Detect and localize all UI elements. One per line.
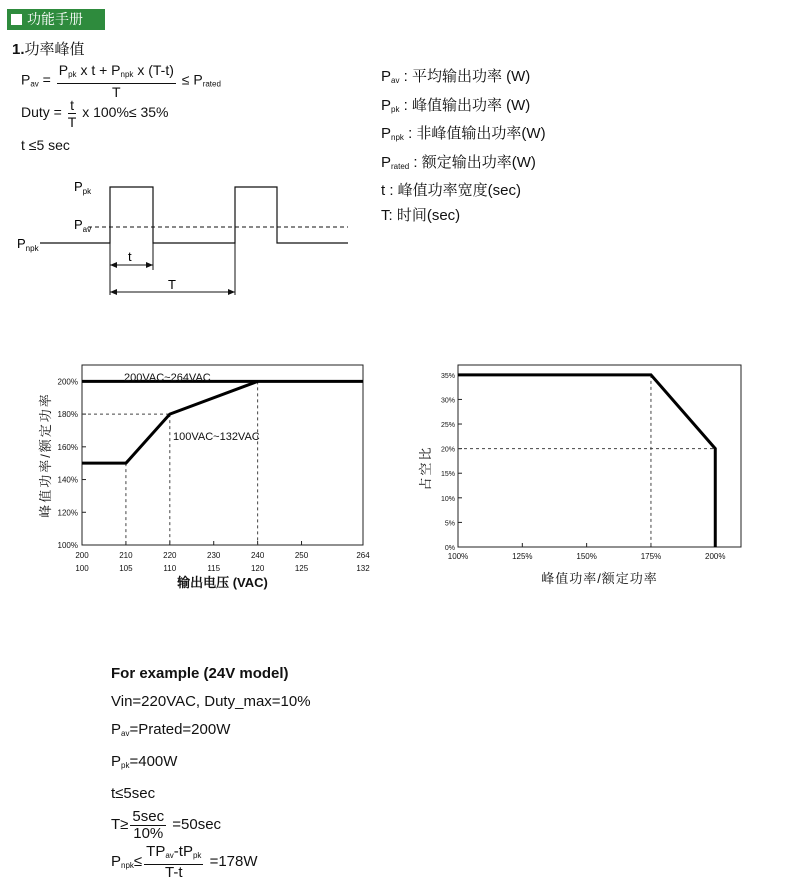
x-tick-label: 175% [640, 552, 662, 561]
x-tick-label-bottom: 132 [356, 564, 370, 573]
num-tail: x (T-t) [133, 62, 174, 78]
le: ≤ [133, 853, 143, 870]
num-p: P [58, 62, 69, 78]
definition-text: : 非峰值输出功率(W) [403, 125, 546, 142]
duty-denominator: T [67, 114, 77, 130]
pav-fraction [57, 62, 176, 100]
pav-denominator: T [112, 84, 121, 100]
rhs: =178W [205, 853, 258, 870]
x-axis-label: 输出电压 (VAC) [177, 575, 268, 590]
definition-item [381, 179, 546, 204]
x-tick-label-bottom: 125 [294, 564, 309, 573]
chart-duty-vs-peak [400, 355, 760, 605]
section-header-tag [7, 9, 105, 30]
y-tick-label: 160% [57, 442, 78, 452]
y-tick-label: 5% [444, 520, 455, 528]
definition-symbol: P [381, 153, 392, 171]
rated-subscript: rated [202, 79, 221, 89]
sub: av [121, 729, 130, 738]
T-fraction [130, 809, 166, 842]
waveform-label-T: T [168, 277, 176, 292]
num [144, 844, 203, 865]
y-tick-label: 100% [57, 541, 78, 550]
duty-numerator: t [70, 97, 74, 113]
y-tick-label: 120% [57, 508, 78, 518]
header-tag-label: 功能手册 [27, 11, 83, 27]
x-tick-label-top: 210 [119, 551, 133, 560]
rhs: =50sec [168, 816, 222, 833]
text: =400W [129, 753, 178, 770]
definition-text: : 额定输出功率(W) [409, 153, 536, 171]
y-axis-label: 峰值功率/额定功率 [38, 392, 53, 518]
example-block [111, 660, 311, 886]
definition-item [381, 122, 546, 151]
arrow-right-icon [146, 262, 153, 268]
example-line-pav [111, 716, 311, 748]
waveform-label-pav: $P_{av}$ [74, 217, 92, 234]
num-mid: x t + P [76, 62, 121, 78]
definition-symbol: t [381, 182, 386, 199]
example-line-vin: Vin=220VAC, Duty_max=10% [111, 693, 311, 710]
duty-tail: x 100%≤ 35% [78, 104, 169, 121]
definition-symbol: P [381, 68, 392, 85]
y-tick-label: 35% [440, 372, 455, 380]
definition-text: : 平均输出功率 (W) [399, 68, 531, 85]
sym: P [111, 753, 122, 770]
example-line-T [111, 808, 311, 842]
section-title-text: 功率峰值 [24, 41, 85, 58]
duty-label: Duty = [21, 104, 66, 121]
definition-subscript: npk [391, 133, 404, 142]
definition-symbol: P [381, 125, 392, 142]
definition-subscript: pk [391, 104, 400, 114]
series-label-200-264: 200VAC~264VAC [124, 372, 211, 384]
waveform-label-t: t [128, 249, 132, 264]
definition-symbol: P [381, 96, 392, 114]
y-tick-label: 200% [57, 377, 78, 387]
x-tick-label: 150% [576, 552, 597, 561]
y-axis-label: 占空比 [418, 445, 433, 491]
y-tick-label: 0% [444, 545, 455, 552]
arrow-left-icon [110, 262, 117, 268]
equals-sign: = [38, 71, 55, 88]
x-tick-label-bottom: 100 [75, 564, 89, 573]
x-tick-label-bottom: 120 [250, 564, 265, 573]
pav-formula [21, 62, 221, 100]
plot-frame [82, 365, 363, 545]
section-title [12, 38, 85, 59]
y-tick-label: 15% [440, 471, 455, 479]
series-line-1 [458, 375, 715, 547]
definition-item [381, 94, 546, 123]
series-label-100-132: 100VAC~132VAC [173, 431, 260, 443]
arrow-right-icon [228, 289, 235, 295]
square-icon [11, 14, 22, 25]
x-tick-label-top: 230 [207, 551, 221, 560]
example-line-pnpk [111, 842, 311, 886]
y-tick-label: 180% [57, 410, 78, 420]
example-line-ppk [111, 748, 311, 780]
num-sub-pk: pk [68, 70, 77, 79]
definition-item [381, 151, 546, 180]
x-tick-label-bottom: 105 [119, 564, 133, 573]
section-number: 1. [12, 41, 25, 58]
sym: P [111, 721, 122, 738]
definition-text: : 峰值功率宽度(sec) [385, 182, 522, 199]
duty-fraction [68, 97, 77, 130]
chart-peak-vs-voltage [0, 355, 380, 605]
x-tick-label-top: 220 [163, 551, 177, 560]
t-limit: t ≤5 sec [21, 137, 70, 153]
lhs: T≥ [111, 816, 129, 833]
num-a: TP [146, 842, 166, 860]
y-tick-label: 20% [440, 446, 455, 454]
duty-formula [21, 97, 169, 130]
num-sub-npk: npk [120, 70, 134, 79]
definition-text: : 峰值输出功率 (W) [399, 96, 531, 114]
pav-symbol: P [21, 71, 31, 88]
x-tick-label-top: 240 [250, 551, 265, 560]
text: =Prated=200W [129, 721, 231, 738]
waveform-label-ppk: $P_{pk}$ [74, 179, 92, 196]
arrow-left-icon [110, 289, 117, 295]
num-b: -tP [173, 842, 193, 860]
pav-numerator [57, 62, 176, 84]
x-tick-label: 200% [705, 552, 726, 561]
waveform-label-pnpk: $P_{npk}$ [17, 236, 39, 253]
definition-item [381, 65, 546, 94]
waveform-diagram [0, 170, 360, 300]
definition-symbol: T [381, 206, 389, 224]
x-tick-label-top: 264 [356, 551, 370, 560]
x-tick-label-bottom: 115 [207, 564, 221, 573]
x-tick-label: 125% [512, 552, 533, 561]
sym: P [111, 853, 122, 870]
definition-text: : 时间(sec) [388, 206, 461, 224]
y-tick-label: 10% [440, 495, 455, 503]
x-tick-label-bottom: 110 [163, 564, 177, 573]
num-sub-a: av [165, 850, 174, 860]
sub: npk [121, 861, 134, 870]
x-axis-label: 峰值功率/额定功率 [541, 571, 658, 586]
definition-list [381, 65, 546, 228]
y-tick-label: 140% [57, 475, 78, 485]
x-tick-label-top: 250 [294, 551, 309, 560]
x-tick-label-top: 200 [75, 551, 89, 560]
y-tick-label: 25% [440, 422, 455, 430]
definition-subscript: rated [391, 161, 410, 171]
example-line-t: t≤5sec [111, 785, 156, 802]
definition-subscript: av [391, 76, 400, 85]
pav-inequality: ≤ P [177, 71, 203, 88]
x-tick-label: 100% [447, 552, 469, 561]
den: 10% [133, 824, 164, 842]
num: 5sec [132, 807, 165, 825]
pav-subscript: av [30, 79, 39, 89]
plot-frame [458, 365, 741, 547]
pnpk-fraction [144, 844, 203, 881]
y-tick-label: 30% [440, 397, 455, 405]
den: T-t [165, 863, 183, 881]
sub: pk [121, 761, 130, 770]
num-sub-b: pk [192, 850, 202, 860]
example-title: For example (24V model) [111, 665, 289, 682]
definition-item [381, 204, 546, 229]
